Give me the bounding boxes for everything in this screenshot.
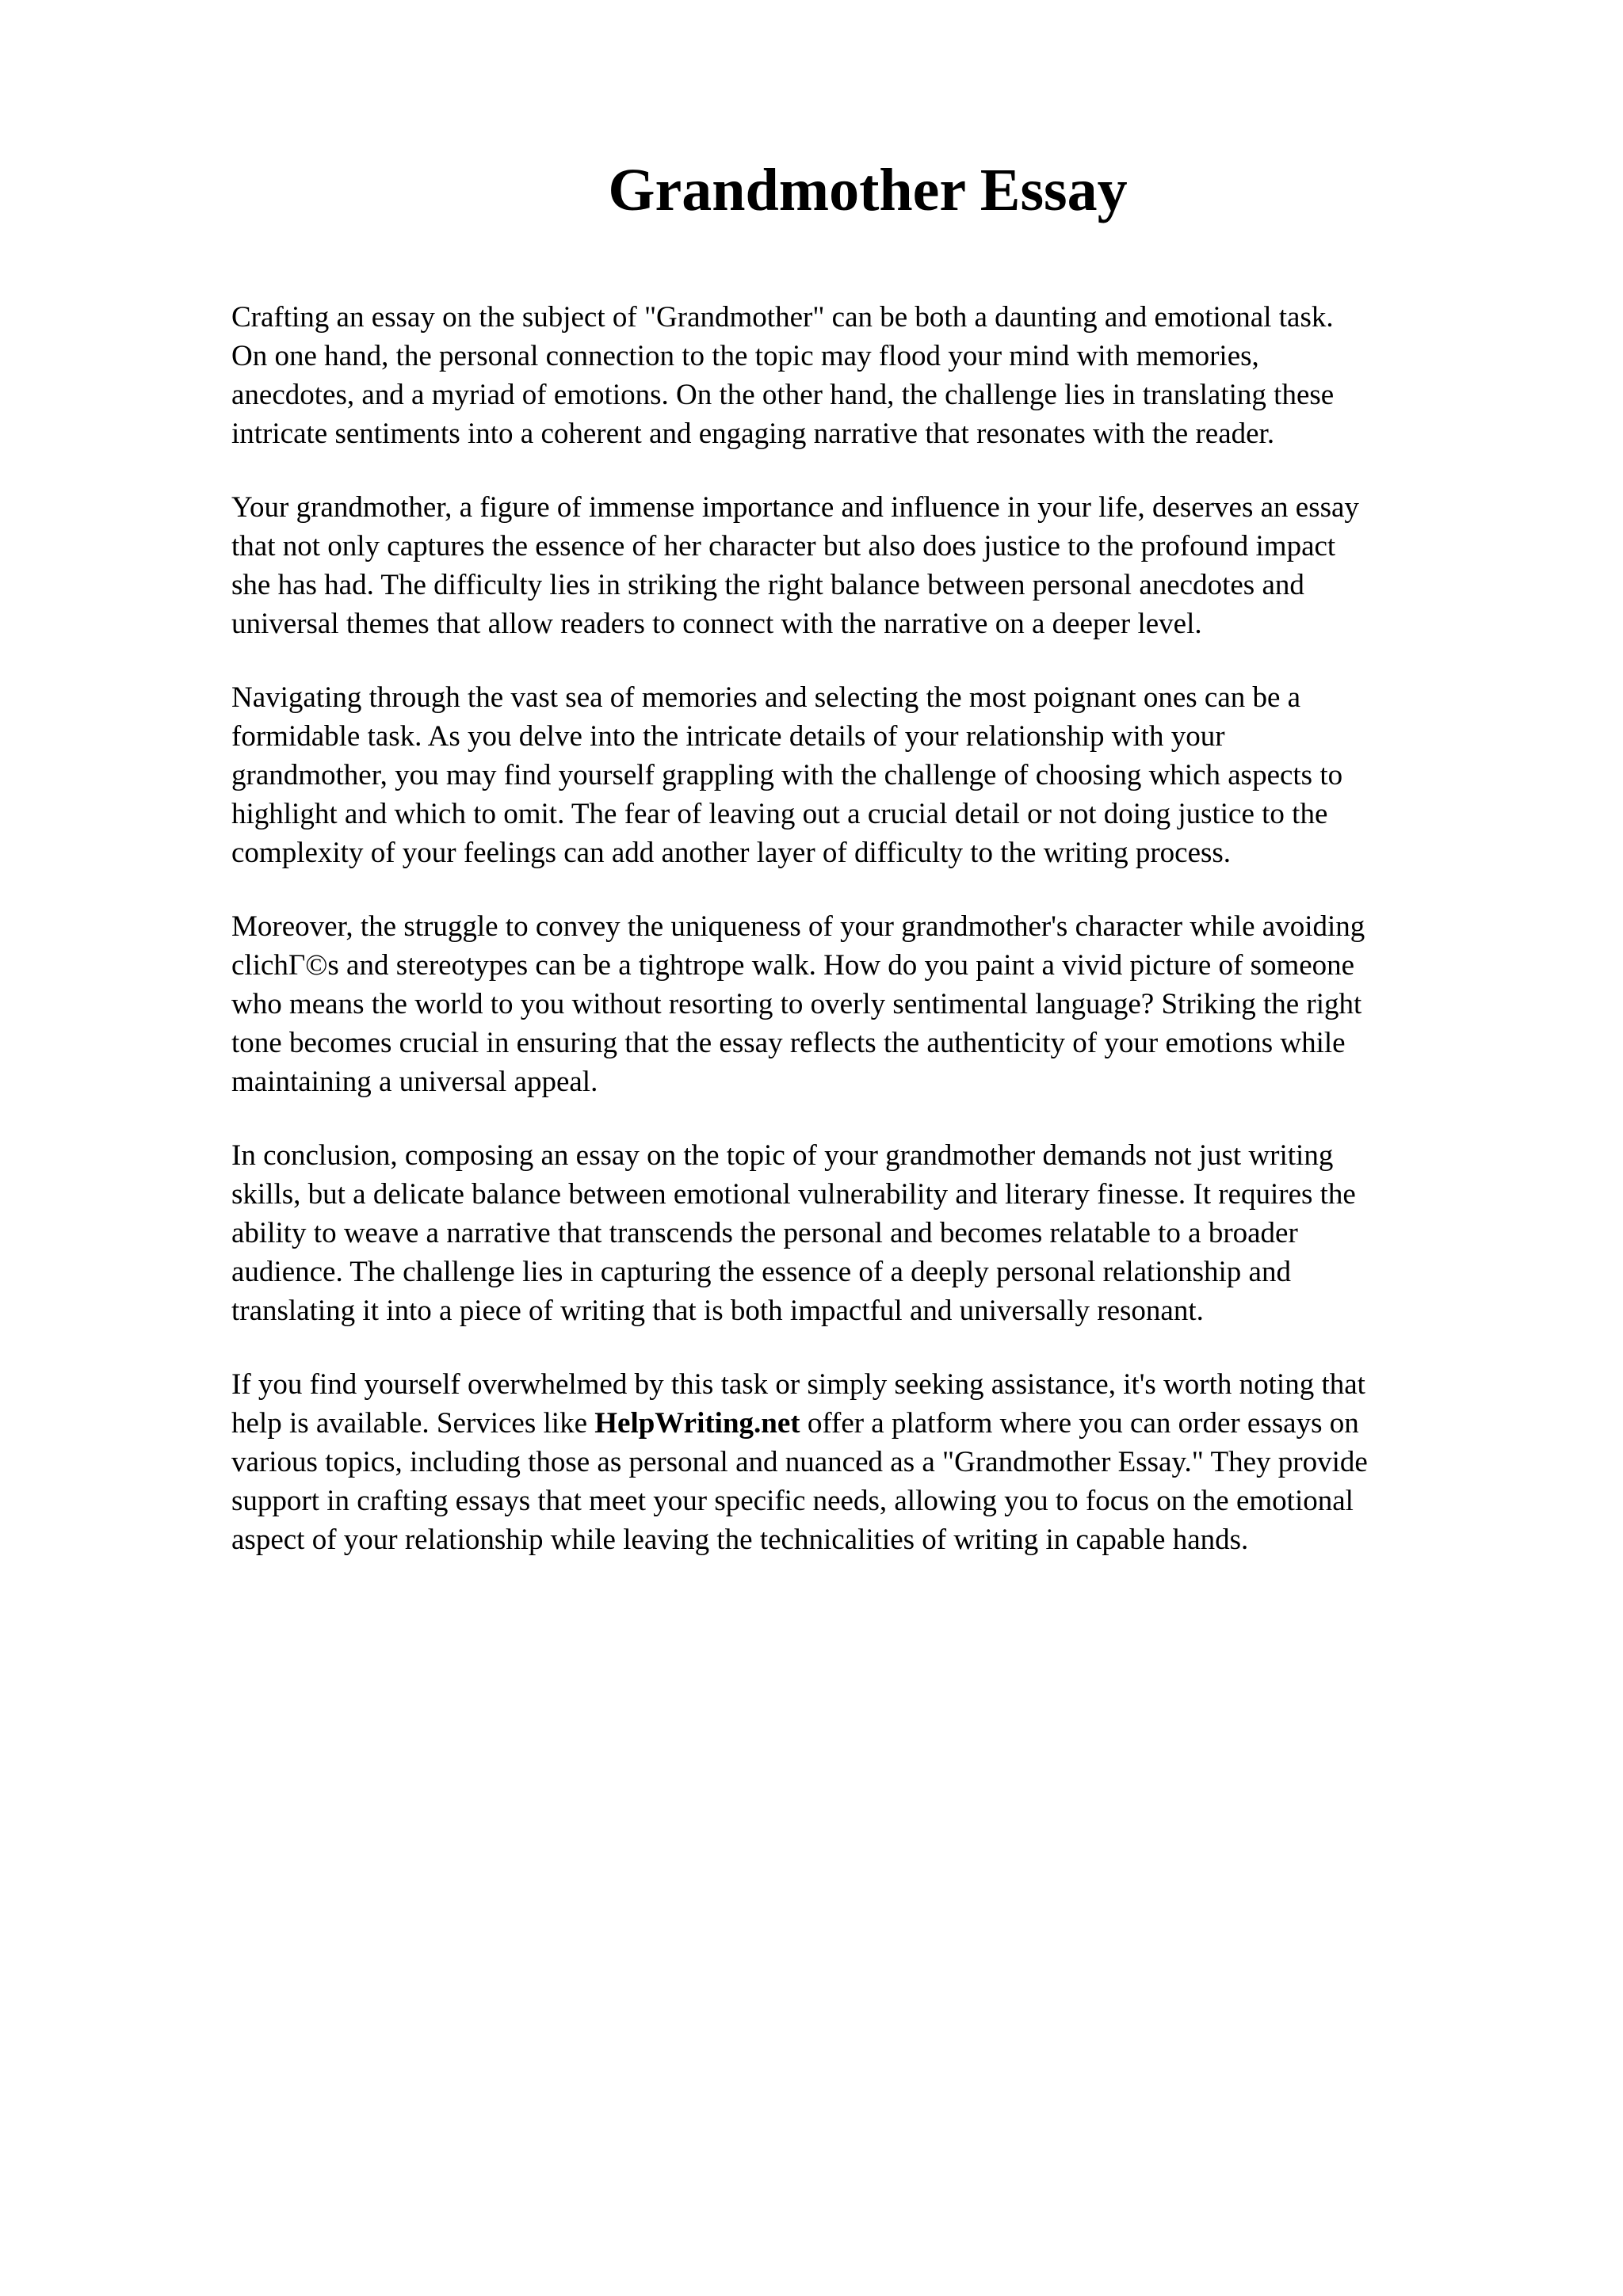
text-line: Crafting an essay on the subject of "Grandmother" can be both a daunting and emotional task. (231, 301, 1334, 334)
text-line: Your grandmother, a figure of immense importance and influence in your life, deserves an essay (231, 491, 1359, 524)
text-line: Navigating through the vast sea of memories and selecting the most poignant ones can be a (231, 681, 1301, 714)
text-line: clichΓ©s and stereotypes can be a tightrope walk. How do you paint a vivid picture of someone (231, 949, 1355, 982)
text-line: maintaining a universal appeal. (231, 1066, 598, 1098)
text-line: skills, but a delicate balance between emotional vulnerability and literary finesse. It requires the (231, 1178, 1356, 1211)
essay-body (231, 298, 1515, 1594)
text-line: intricate sentiments into a coherent and engaging narrative that resonates with the reader. (231, 418, 1275, 450)
text-line: On one hand, the personal connection to the topic may flood your mind with memories, (231, 340, 1259, 372)
text-line: tone becomes crucial in ensuring that the essay reflects the authenticity of your emotions while (231, 1027, 1346, 1059)
text-line: If you find yourself overwhelmed by this task or simply seeking assistance, it's worth noting that (231, 1368, 1365, 1401)
paragraph-5 (231, 1136, 1515, 1330)
text-line: translating it into a piece of writing that is both impactful and universally resonant. (231, 1295, 1204, 1327)
page-title: Grandmother Essay (608, 157, 1128, 223)
helpwriting-link[interactable]: HelpWriting.net (594, 1407, 800, 1440)
paragraph-4 (231, 907, 1515, 1101)
text-line: aspect of your relationship while leaving the technicalities of writing in capable hands. (231, 1524, 1249, 1556)
text-line: universal themes that allow readers to connect with the narrative on a deeper level. (231, 608, 1202, 640)
text-line: anecdotes, and a myriad of emotions. On the other hand, the challenge lies in translating these (231, 379, 1335, 411)
text-line: complexity of your feelings can add another layer of difficulty to the writing process. (231, 837, 1232, 869)
text-line: audience. The challenge lies in capturing the essence of a deeply personal relationship and (231, 1256, 1291, 1288)
text-line: Moreover, the struggle to convey the uniqueness of your grandmother's character while avoiding (231, 910, 1365, 943)
text-segment: offer a platform where you can order essays on (800, 1407, 1359, 1440)
text-line: support in crafting essays that meet your specific needs, allowing you to focus on the emotional (231, 1485, 1354, 1517)
paragraph-6 (231, 1365, 1515, 1559)
text-line: she has had. The difficulty lies in striking the right balance between personal anecdotes and (231, 569, 1304, 601)
text-line: ability to weave a narrative that transcends the personal and becomes relatable to a broader (231, 1217, 1298, 1249)
text-line: highlight and which to omit. The fear of leaving out a crucial detail or not doing justice to the (231, 798, 1328, 830)
text-line: who means the world to you without resorting to overly sentimental language? Striking the right (231, 988, 1362, 1020)
text-line: grandmother, you may find yourself grappling with the challenge of choosing which aspects to (231, 759, 1343, 791)
paragraph-2 (231, 488, 1515, 643)
text-line: In conclusion, composing an essay on the topic of your grandmother demands not just writing (231, 1139, 1334, 1172)
paragraph-1 (231, 298, 1515, 453)
text-line: that not only captures the essence of her character but also does justice to the profound impact (231, 530, 1336, 563)
text-line (231, 1404, 1515, 1443)
text-line: various topics, including those as personal and nuanced as a "Grandmother Essay." They provide (231, 1446, 1368, 1478)
text-line: formidable task. As you delve into the intricate details of your relationship with your (231, 720, 1225, 753)
paragraph-3 (231, 678, 1515, 872)
text-segment: help is available. Services like (231, 1407, 595, 1440)
